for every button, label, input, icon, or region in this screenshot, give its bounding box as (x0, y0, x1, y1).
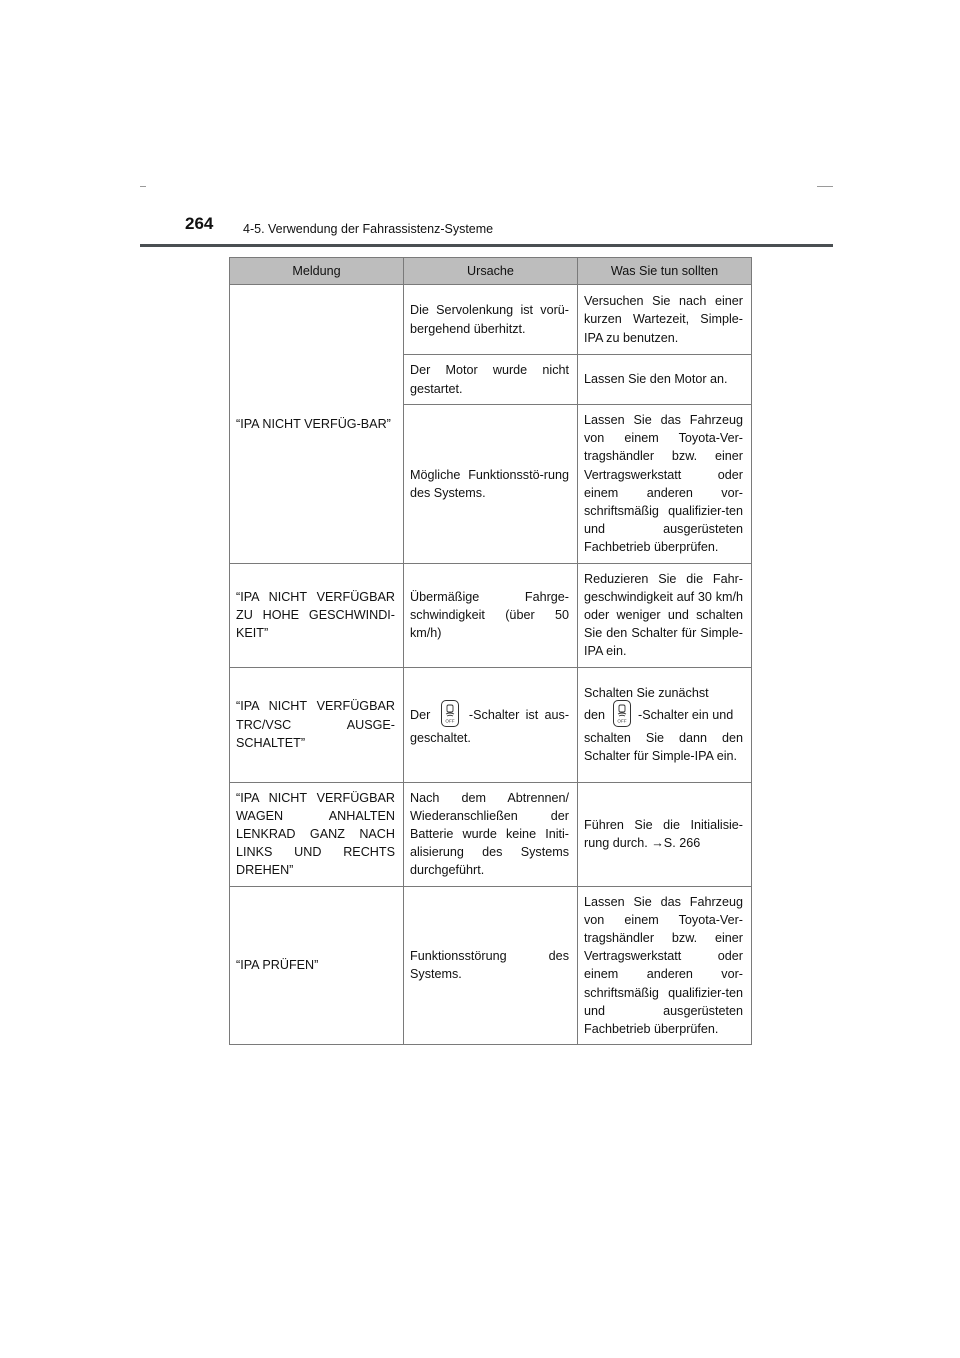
cause-text-after: -Schalter ist aus-geschaltet. (410, 707, 570, 746)
cause-cell: Mögliche Funktionsstö-rung des Systems. (404, 405, 578, 564)
action-cell: Lassen Sie das Fahrzeug von einem Toyota-Ver-tragshändler bzw. einer Vertragswerkstatt oder einem anderen vor-schriftsmäßig qualifizier-ten und ausgerüsteten Fachbetrieb überprüfen. (578, 886, 752, 1045)
cause-cell (404, 667, 578, 782)
icon-off-label: OFF (616, 718, 627, 724)
icon-off-label: OFF (445, 718, 455, 724)
header-rule (140, 244, 833, 247)
crop-mark-right (817, 186, 833, 187)
cause-cell: Die Servolenkung ist vorü-bergehend überhitzt. (404, 285, 578, 355)
message-cell: “IPA NICHT VERFÜGBAR TRC/VSC AUSGE-SCHALTET” (230, 667, 404, 782)
table-row (230, 886, 752, 1045)
action-cell: Versuchen Sie nach einer kurzen Wartezeit, Simple-IPA zu benutzen. (578, 285, 752, 355)
action-cell (578, 667, 752, 782)
message-cell: “IPA NICHT VERFÜGBAR WAGEN ANHALTEN LENKRAD GANZ NACH LINKS UND RECHTS DREHEN” (230, 782, 404, 886)
table-row (230, 563, 752, 667)
header-massnahme: Was Sie tun sollten (578, 258, 752, 285)
section-title: 4-5. Verwendung der Fahrassistenz-Systeme (243, 222, 494, 236)
table-row (230, 667, 752, 782)
vsc-off-switch-icon (441, 700, 459, 727)
action-text-before: den (584, 707, 606, 722)
cause-cell: Nach dem Abtrennen/ Wiederanschließen der Batterie wurde keine Initi-alisierung des Systems durchgeführt. (404, 782, 578, 886)
table-row (230, 782, 752, 886)
table-header-row (230, 258, 752, 285)
action-cell: Reduzieren Sie die Fahr-geschwindigkeit auf 30 km/h oder weniger und schalten Sie den Schalter für Simple-IPA ein. (578, 563, 752, 667)
cause-cell: Funktionsstörung des Systems. (404, 886, 578, 1045)
header-meldung: Meldung (230, 258, 404, 285)
table-row (230, 285, 752, 355)
cause-cell: Der Motor wurde nicht gestartet. (404, 355, 578, 405)
action-cell: Lassen Sie den Motor an. (578, 355, 752, 405)
message-cell: “IPA NICHT VERFÜG-BAR” (230, 285, 404, 564)
warning-message-table (229, 257, 752, 1045)
action-cell: Lassen Sie das Fahrzeug von einem Toyota-Ver-tragshändler bzw. einer Vertragswerkstatt oder einem anderen vor-schriftsmäßig qualifizier-ten und ausgerüsteten Fachbetrieb überprüfen. (578, 405, 752, 564)
cause-cell: Übermäßige Fahrge-schwindigkeit (über 50 km/h) (404, 563, 578, 667)
message-cell: “IPA NICHT VERFÜGBAR ZU HOHE GESCHWINDI-KEIT” (230, 563, 404, 667)
crop-mark-left (140, 186, 146, 187)
action-text-rest: schalten Sie dann den Schalter für Simple-IPA ein. (584, 731, 743, 764)
message-cell: “IPA PRÜFEN” (230, 886, 404, 1045)
action-text-after: -Schalter ein und (638, 707, 734, 722)
page-number: 264 (185, 214, 214, 233)
header-ursache: Ursache (404, 258, 578, 285)
cause-text-before: Der (410, 707, 431, 722)
vsc-off-switch-icon (613, 700, 631, 727)
action-line-1: Schalten Sie zunächst (584, 685, 709, 700)
action-cell: Führen Sie die Initialisie-rung durch. →S. 266 (578, 782, 752, 886)
